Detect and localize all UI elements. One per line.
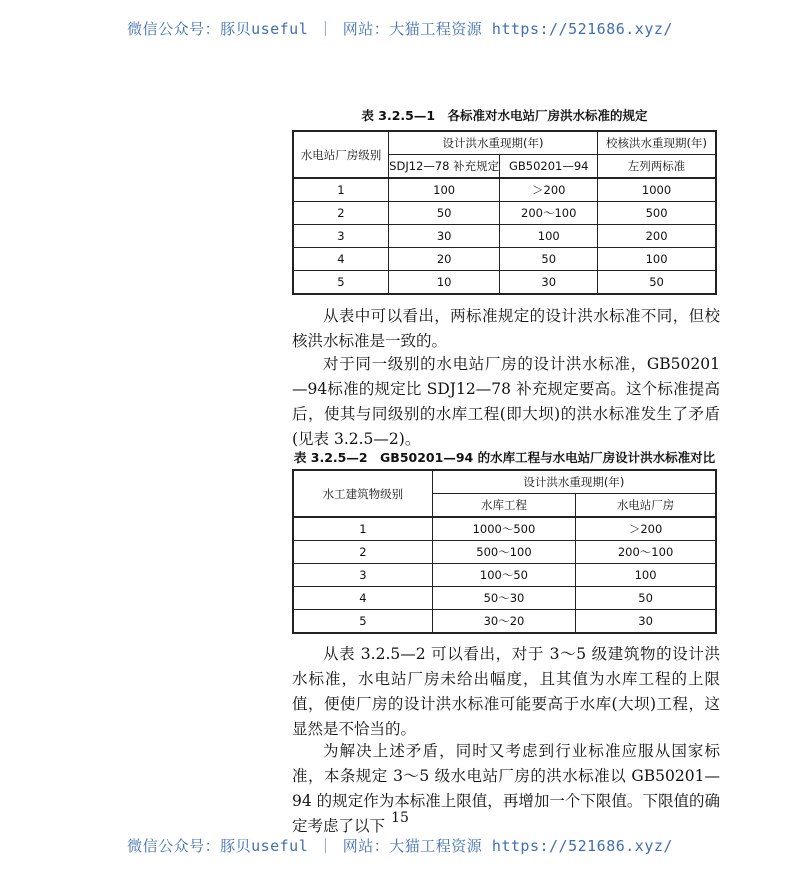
paragraph-4: 为解决上述矛盾，同时又考虑到行业标准应服从国家标准，本条规定 3～5 级水电站厂房的洪水标准以 GB50201—94 的规定作为本标准上限值，再增加一个下限值。下限值的确定考虑了以下 xyxy=(292,742,720,835)
paragraph-3: 从表 3.2.5—2 可以看出，对于 3～5 级建筑物的设计洪水标准，水电站厂房未给出幅度，且其值为水库工程的上限值，便使厂房的设计洪水标准可能要高于水库(大坝)工程，这显然是不恰当的。 xyxy=(292,645,720,738)
table1-row xyxy=(293,178,716,202)
table2-row xyxy=(293,541,716,564)
table2-row xyxy=(293,610,716,634)
table1-cell-gb: 50 xyxy=(500,248,598,271)
table1-cell-check: 200 xyxy=(598,225,716,248)
table2-cell-reservoir: 50～30 xyxy=(432,587,575,610)
table2-cell-reservoir: 30～20 xyxy=(432,610,575,634)
table2-cell-reservoir: 500～100 xyxy=(432,541,575,564)
table1-cell-check: 50 xyxy=(598,271,716,295)
table1-caption: 表 3.2.5—1 各标准对水电站厂房洪水标准的规定 xyxy=(361,108,648,123)
table2-row xyxy=(293,564,716,587)
table1-cell-sdj: 10 xyxy=(388,271,499,295)
table2-row xyxy=(293,517,716,541)
table1-cell-sdj: 100 xyxy=(388,178,499,202)
table2-caption: 表 3.2.5—2 GB50201—94 的水库工程与水电站厂房设计洪水标准对比 xyxy=(293,450,716,465)
table2-cell-plant: ＞200 xyxy=(576,517,716,541)
table1-row-header: 水电站厂房级别 xyxy=(293,131,388,178)
table1-cell-level: 4 xyxy=(293,248,388,271)
table1-cell-gb: 100 xyxy=(500,225,598,248)
table1-cell-sdj: 50 xyxy=(388,202,499,225)
table1-row xyxy=(293,271,716,295)
table2-group: 设计洪水重现期(年) xyxy=(432,470,716,494)
table1-row xyxy=(293,248,716,271)
table1-cell-sdj: 20 xyxy=(388,248,499,271)
table2-row xyxy=(293,587,716,610)
table2-sub-plant: 水电站厂房 xyxy=(576,494,716,518)
table1-row xyxy=(293,225,716,248)
table2-cell-plant: 50 xyxy=(576,587,716,610)
watermark-bottom: 微信公众号：豚贝useful ｜ 网站：大猫工程资源 https://521686.xyz/ xyxy=(127,837,673,855)
table1-cell-level: 2 xyxy=(293,202,388,225)
table1-sub-check: 左列两标准 xyxy=(598,155,716,179)
table1-sub-sdj: SDJ12—78 补充规定 xyxy=(388,155,499,179)
table1-cell-check: 500 xyxy=(598,202,716,225)
table2-cell-reservoir: 1000～500 xyxy=(432,517,575,541)
table2-sub-reservoir: 水库工程 xyxy=(432,494,575,518)
table2-row-header: 水工建筑物级别 xyxy=(293,470,432,517)
table2-cell-reservoir: 100～50 xyxy=(432,564,575,587)
table2-cell-plant: 30 xyxy=(576,610,716,634)
table1-cell-check: 1000 xyxy=(598,178,716,202)
table2-cell-plant: 100 xyxy=(576,564,716,587)
table2-cell-plant: 200～100 xyxy=(576,541,716,564)
table2-cell-level: 4 xyxy=(293,587,432,610)
table1-cell-gb: 200～100 xyxy=(500,202,598,225)
table2-cell-level: 2 xyxy=(293,541,432,564)
table1-group-check: 校核洪水重现期(年) xyxy=(598,131,716,155)
paragraph-1: 从表中可以看出，两标准规定的设计洪水标准不同，但校核洪水标准是一致的。 xyxy=(292,307,720,350)
table2-cell-level: 3 xyxy=(293,564,432,587)
table2 xyxy=(292,469,717,634)
table1-cell-level: 1 xyxy=(293,178,388,202)
table1 xyxy=(292,130,717,295)
table2-cell-level: 1 xyxy=(293,517,432,541)
table1-cell-check: 100 xyxy=(598,248,716,271)
table1-row xyxy=(293,202,716,225)
table1-group-design: 设计洪水重现期(年) xyxy=(388,131,597,155)
page-number: 15 xyxy=(391,810,409,826)
table1-cell-level: 3 xyxy=(293,225,388,248)
table2-cell-level: 5 xyxy=(293,610,432,634)
paragraph-2: 对于同一级别的水电站厂房的设计洪水标准，GB50201—94标准的规定比 SDJ12—78 补充规定要高。这个标准提高后，使其与同级别的水库工程(即大坝)的洪水标准发生了矛盾(见表 3.2.5—2)。 xyxy=(292,355,720,448)
table1-cell-gb: 30 xyxy=(500,271,598,295)
table1-cell-gb: ＞200 xyxy=(500,178,598,202)
table1-sub-gb: GB50201—94 xyxy=(500,155,598,179)
table1-cell-level: 5 xyxy=(293,271,388,295)
table1-cell-sdj: 30 xyxy=(388,225,499,248)
watermark-top: 微信公众号：豚贝useful ｜ 网站：大猫工程资源 https://521686.xyz/ xyxy=(127,20,673,38)
